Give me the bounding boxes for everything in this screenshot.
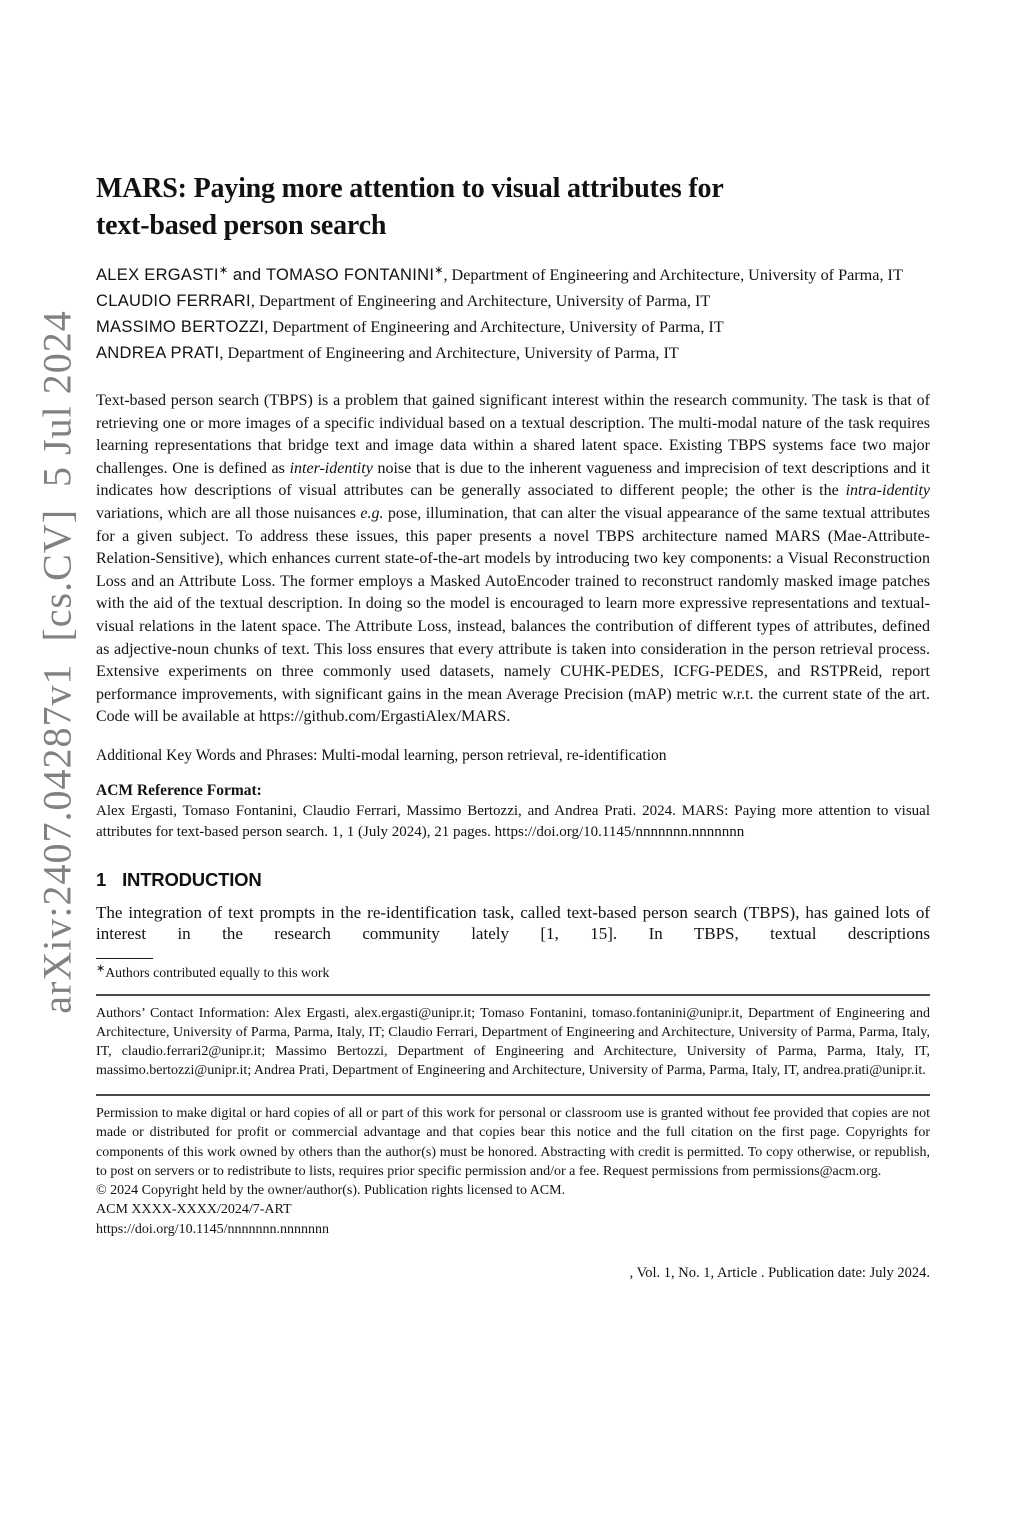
author-name: TOMASO FONTANINI (265, 266, 435, 284)
author-line (96, 314, 930, 340)
github-link[interactable]: https://github.com/ErgastiAlex/MARS (259, 708, 507, 726)
author-joiner: and (228, 266, 266, 284)
abstract-paragraph (96, 390, 930, 729)
abstract-text: pose, illumination, that can alter the visual appearance of the same textual attributes for a given subject. To address these issues, this paper presents a novel TBPS architecture named MARS (Mae-Attribute-Relation-Sensitive), which enhances current state-of-the-art models by introducing two key components: a Visual Reconstruction Loss and an Attribute Loss. The former employs a Masked AutoEncoder trained to reconstruct randomly masked image patches with the aid of the textual description. In doing so the model is encouraged to learn more expressive representations and textual-visual relations in the latent space. The Attribute Loss, instead, balances the contribution of different types of attributes, defined as adjective-noun chunks of text. This loss ensures that every attribute is taken into consideration in the person retrieval process. Extensive experiments on three commonly used datasets, namely CUHK-PEDES, ICFG-PEDES, and RSTPReid, report performance improvements, with significant gains in the mean Average Precision (mAP) metric w.r.t. the current state of the art. Code will be available at (96, 504, 930, 726)
keywords-line: Additional Key Words and Phrases: Multi-modal learning, person retrieval, re-identification (96, 746, 667, 764)
content-column (96, 0, 930, 1283)
acm-reference-body: Alex Ergasti, Tomaso Fontanini, Claudio Ferrari, Massimo Bertozzi, and Andrea Prati. 2024. MARS: Paying more attention to visual attributes for text-based person search. 1, 1 (July 2024), 21 pages. (96, 802, 930, 840)
author-name: CLAUDIO FERRARI (96, 292, 251, 310)
author-name: MASSIMO BERTOZZI (96, 318, 265, 336)
equal-contribution-footnote (96, 963, 930, 982)
contact-information: Authors’ Contact Information: Alex Ergasti, alex.ergasti@unipr.it; Tomaso Fontanini, tomaso.fontanini@unipr.it, Department of Engineering and Architecture, University of Parma, Parma, Italy, IT; Claudio Ferrari, Department of Engineering and Architecture, University of Parma, Parma, Italy, IT, claudio.ferrari2@unipr.it; Massimo Bertozzi, Department of Engineering and Architecture, University of Parma, Parma, Italy, IT, massimo.bertozzi@unipr.it; Andrea Prati, Department of Engineering and Architecture, University of Parma, Parma, Italy, IT, andrea.prati@unipr.it. (96, 1005, 930, 1078)
abstract-text: variations, which are all those nuisances (96, 504, 361, 522)
paper-title (96, 170, 930, 244)
footnote-marker: ∗ (96, 962, 106, 975)
permission-notice: Permission to make digital or hard copies of all or part of this work for personal or classroom use is granted without fee provided that copies are not made or distributed for profit or commercial advantage and that copies bear this notice and the full citation on the first page. Copyrights for components of this work owned by others than the author(s) must be honored. Abstracting with credit is permitted. To copy otherwise, or republish, to post on servers or to redistribute to lists, requires prior specific permission and/or a fee. Request permissions from permissions@acm.org. (96, 1105, 930, 1179)
author-block (96, 262, 930, 366)
separator-rule (96, 994, 930, 996)
separator-rule (96, 1094, 930, 1096)
abstract-text: Text-based person search (TBPS) is a problem that gained significant interest within the research community. The task is that of retrieving one or more images of a specific individual based on a textual description. The multi-modal nature of the task requires learning representations that bridge text and image data within a shared latent space. Existing TBPS systems face two major challenges. One is defined as (96, 392, 930, 477)
section-number: 1 (96, 868, 107, 890)
footnote-rule (96, 958, 153, 959)
introduction-paragraph: The integration of text prompts in the re-identification task, called text-based person search (TBPS), has gained lots of interest in the research community lately [1, 15]. In TBPS, textual descriptions (96, 902, 930, 944)
acm-reference-text (96, 801, 930, 843)
doi-link[interactable]: https://doi.org/10.1145/nnnnnnn.nnnnnnn (494, 823, 745, 840)
author-line (96, 340, 930, 366)
author-name: ALEX ERGASTI (96, 266, 219, 284)
author-name: ANDREA PRATI (96, 344, 220, 362)
equal-contribution-marker: ∗ (218, 264, 229, 277)
abstract-italic-term: intra-identity (845, 482, 930, 500)
equal-contribution-marker: ∗ (434, 264, 444, 277)
author-affiliation: , Department of Engineering and Architecture, University of Parma, IT (443, 266, 903, 284)
author-line (96, 288, 930, 314)
footnote-text: Authors contributed equally to this work (105, 964, 330, 980)
abstract-text: . (506, 708, 511, 726)
author-affiliation: , Department of Engineering and Architecture, University of Parma, IT (219, 344, 679, 362)
copyright-line: © 2024 Copyright held by the owner/author(s). Publication rights licensed to ACM. (96, 1183, 566, 1199)
section-heading-introduction (96, 869, 930, 891)
paper-title-line2: text-based person search (96, 210, 387, 241)
author-affiliation: , Department of Engineering and Architecture, University of Parma, IT (264, 318, 724, 336)
acm-id-line: ACM XXXX-XXXX/2024/7-ART (96, 1202, 292, 1218)
paper-title-line1: MARS: Paying more attention to visual attributes for (96, 173, 724, 204)
doi-line[interactable]: https://doi.org/10.1145/nnnnnnn.nnnnnnn (96, 1221, 329, 1237)
author-affiliation: , Department of Engineering and Architecture, University of Parma, IT (250, 292, 711, 310)
journal-footer: , Vol. 1, No. 1, Article . Publication date: July 2024. (629, 1264, 930, 1281)
abstract-italic-term: inter-identity (289, 459, 373, 477)
author-line (96, 262, 930, 288)
section-title: INTRODUCTION (122, 868, 262, 890)
arxiv-watermark: arXiv:2407.04287v1 [cs.CV] 5 Jul 2024 (34, 310, 80, 1014)
abstract-italic-term: e.g. (360, 504, 384, 522)
acm-reference-heading: ACM Reference Format: (96, 781, 262, 799)
abstract-text: noise that is due to the inherent vagueness and imprecision of text descriptions and it indicates how descriptions of visual attributes can be generally associated to different people; the other is the (96, 459, 931, 500)
